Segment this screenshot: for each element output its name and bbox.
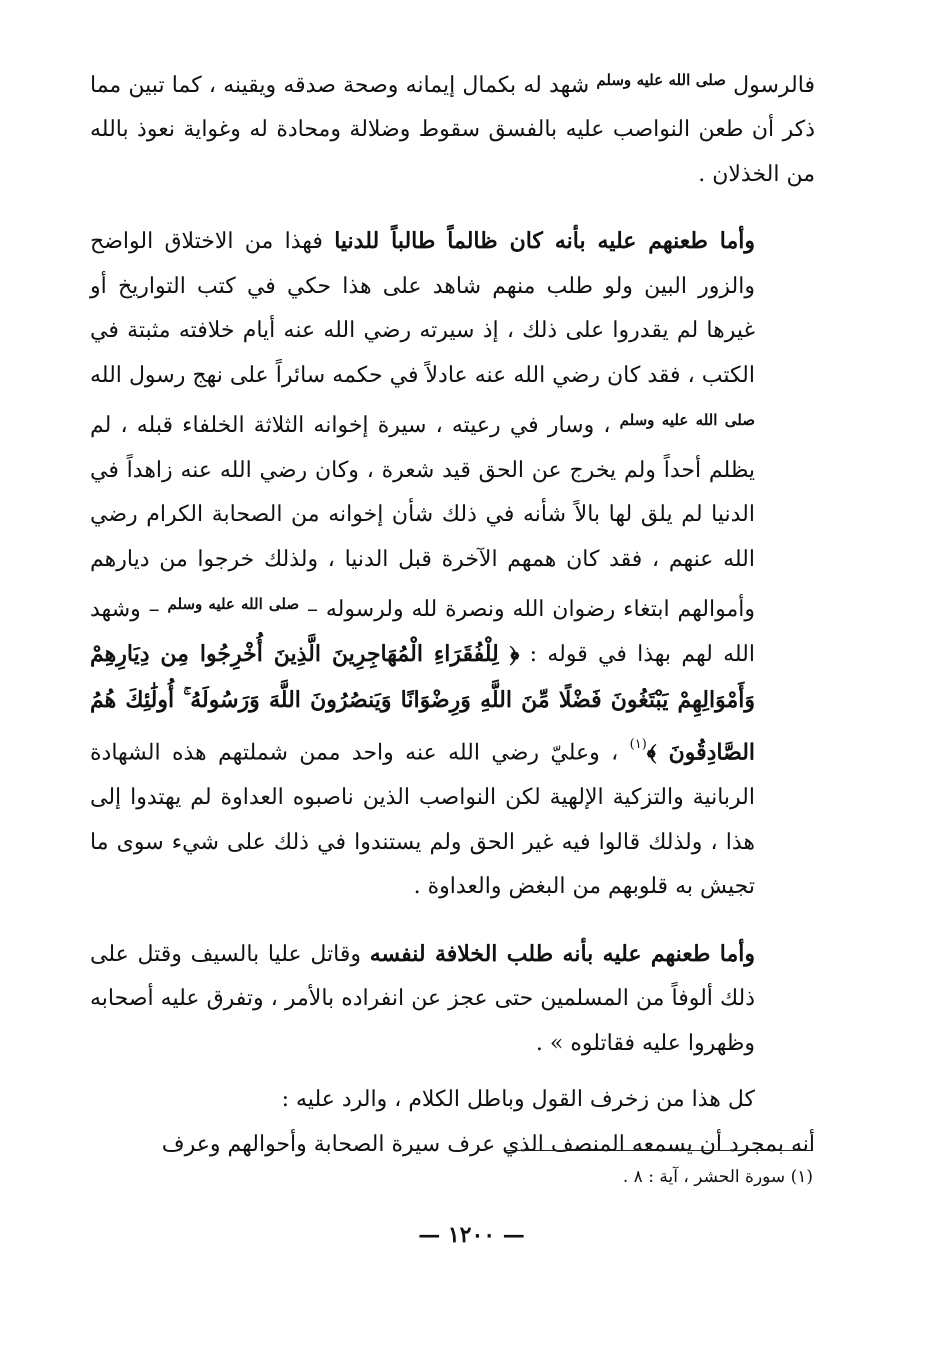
honorific-sallallahu-alayhi-wasallam: صلى الله عليه وسلم <box>619 411 755 430</box>
paragraph-1 <box>90 58 815 197</box>
footnote-reference: (١) <box>629 737 647 753</box>
quran-verse: ﴿ لِلْفُقَرَاءِ الْمُهَاجِرِينَ الَّذِينَ أُخْرِجُوا مِن دِيَارِهِمْ وَأَمْوَالِهِمْ يَبْتَغُونَ فَضْلًا مِّنَ اللَّهِ وَرِضْوَانًا وَيَنصُرُونَ اللَّهَ وَرَسُولَهُ ۚ أُولَٰئِكَ هُمُ الصَّادِقُونَ ﴾ <box>90 641 756 766</box>
paragraph-2-heading: وأما طعنهم عليه بأنه كان ظالماً طالباً للدنيا <box>334 228 755 255</box>
footnote-divider <box>505 1150 811 1151</box>
honorific-sallallahu-alayhi-wasallam: صلى الله عليه وسلم <box>596 71 726 89</box>
paragraph-2-text-c: – وشهد الله لهم بهذا في قوله : <box>90 596 755 668</box>
paragraph-5-text: أنه بمجرد أن يسمعه المنصف الذي عرف سيرة الصحابة وأحوالهم وعرف <box>161 1131 815 1157</box>
paragraph-5 <box>90 1123 815 1168</box>
honorific-sallallahu-alayhi-wasallam: صلى الله عليه وسلم <box>167 595 300 613</box>
paragraph-4-text: كل هذا من زخرف القول وباطل الكلام ، والرد عليه : <box>281 1087 755 1113</box>
paragraph-1-text-start: فالرسول <box>733 72 815 98</box>
page-number: — ١٢٠٠ — <box>418 1222 525 1248</box>
page-body <box>90 58 815 1167</box>
paragraph-3 <box>90 932 815 1067</box>
paragraph-1-text-end: شهد له بكمال إيمانه وصحة صدقه ويقينه ، كما تبين مما ذكر أن طعن النواصب عليه بالفسق سقوط وضلالة ومحادة له وغواية نعوذ بالله من الخذلان . <box>90 72 815 187</box>
paragraph-2 <box>90 219 815 910</box>
footnote: (١) سورة الحشر ، آية : ٨ . <box>622 1167 813 1187</box>
paragraph-3-heading: وأما طعنهم عليه بأنه طلب الخلافة لنفسه <box>369 940 756 967</box>
paragraph-4 <box>90 1078 815 1123</box>
paragraph-3-text: وقاتل عليا بالسيف وقتل على ذلك ألوفاً من المسلمين حتى عجز عن انفراده بالأمر ، وتفرق عليه أصحابه وظهروا عليه فقاتلوه » . <box>90 941 755 1056</box>
paragraph-2-text-b: ، وسار في رعيته ، سيرة إخوانه الثلاثة الخلفاء قبله ، لم يظلم أحداً ولم يخرج عن الحق قيد شعرة ، وكان رضي الله عنه زاهداً في الدنيا لم يلق لها بالاً شأنه في ذلك شأن إخوانه من الصحابة الكرام رضي الله عنهم ، فقد كان همهم الآخرة قبل الدنيا ، ولذلك خرجوا من ديارهم وأموالهم ابتغاء رضوان الله ونصرة لله ولرسوله – <box>90 413 755 622</box>
paragraph-2-text-a: فهذا من الاختلاق الواضح والزور البين ولو طلب منهم شاهد على هذا حكي في كتب التواريخ أو غيرها لم يقدروا على ذلك ، إذ سيرته رضي الله عنه أيام خلافته مثبتة في الكتب ، فقد كان رضي الله عنه عادلاً في حكمه سائراً على نهج رسول الله <box>90 229 755 388</box>
paragraph-2-text-d: ، وعليّ رضي الله عنه واحد ممن شملتهم هذه الشهادة الربانية والتزكية الإلهية لكن النواصب الذين ناصبوه العداوة لم يهتدوا إلى هذا ، ولذلك قالوا فيه غير الحق ولم يستندوا في ذلك على شيء سوى ما تجيش به قلوبهم من البغض والعداوة . <box>90 740 755 900</box>
